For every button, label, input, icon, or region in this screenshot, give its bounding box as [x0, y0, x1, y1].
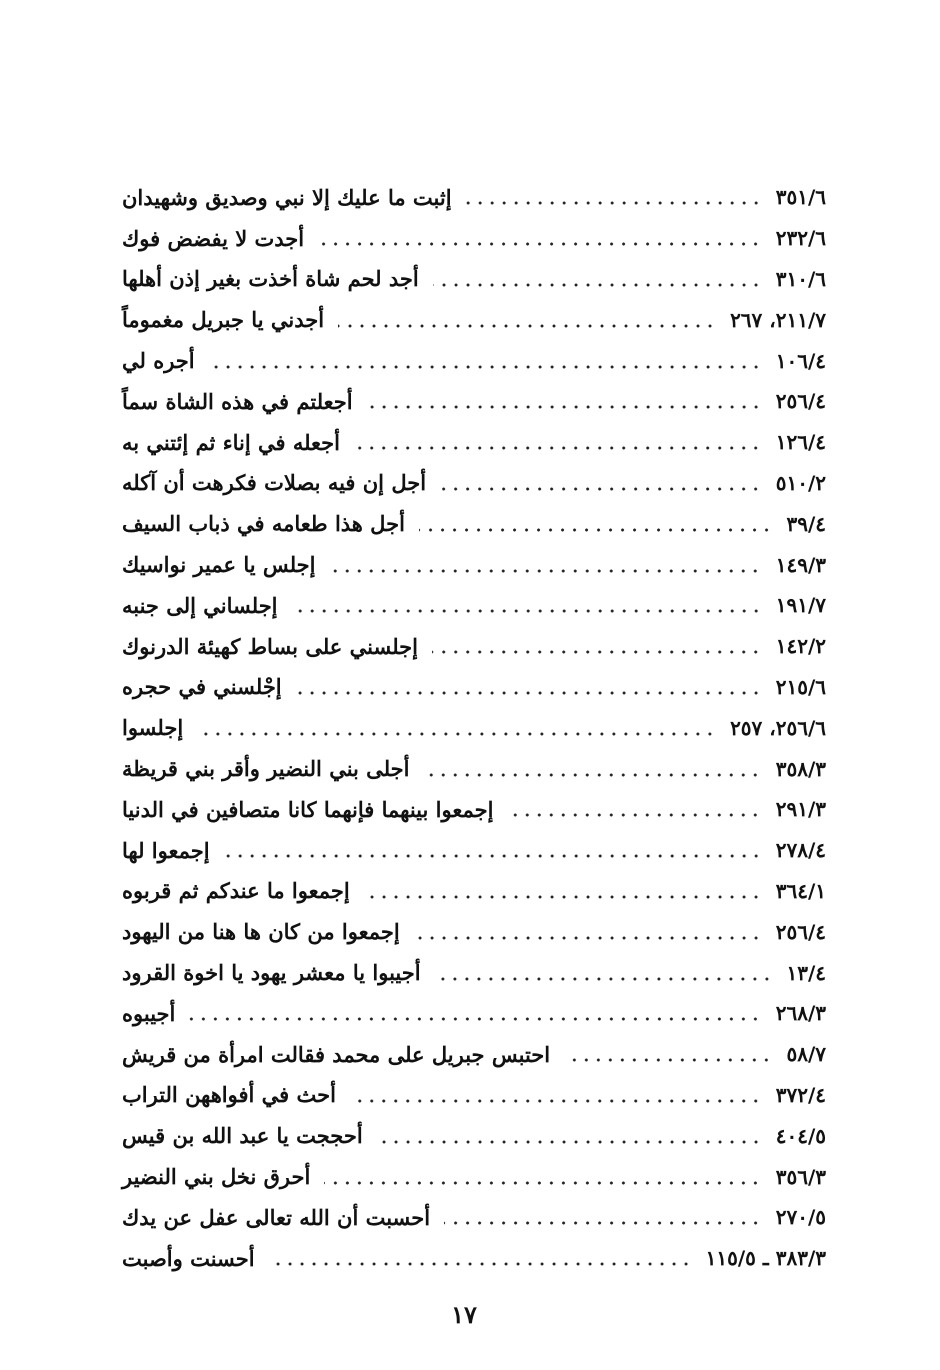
entry-reference: ٢١٥/٦: [775, 674, 826, 699]
entry-text: احتبس جبريل على محمد فقالت امرأة من قريش: [122, 1041, 551, 1067]
index-entry: [122, 1238, 826, 1279]
index-entry: [122, 952, 826, 993]
dot-leader: [296, 691, 762, 695]
index-entry: [122, 1034, 826, 1075]
dot-leader: [433, 283, 762, 287]
entry-reference: ٥٨/٧: [786, 1042, 826, 1067]
index-entry: [122, 299, 826, 340]
entry-reference: ٢٩١/٣: [775, 797, 826, 822]
index-entry: [122, 1197, 826, 1238]
index-entry: [122, 830, 826, 871]
entry-reference: ٣٦٤/١: [775, 878, 826, 903]
entry-text: إثبت ما عليك إلا نبي وصديق وشهيدان: [122, 184, 452, 210]
dot-leader: [318, 242, 762, 246]
index-entry: [122, 381, 826, 422]
entry-text: إجمعوا من كان ها هنا من اليهود: [122, 919, 400, 945]
entry-reference: ١٠٦/٤: [775, 348, 826, 373]
entry-reference: ٣٨٣/٣ ـ ١١٥/٥: [705, 1246, 826, 1271]
entry-reference: ٣٧٢/٤: [775, 1082, 826, 1107]
entry-text: أجيبوه: [122, 1000, 176, 1026]
dot-leader: [466, 201, 762, 205]
dot-leader: [189, 1017, 761, 1021]
index-entry: [122, 463, 826, 504]
dot-leader: [354, 446, 762, 450]
entry-reference: ٢٧٨/٤: [775, 838, 826, 863]
index-entry: [122, 340, 826, 381]
entry-reference: ١٢٦/٤: [775, 430, 826, 455]
entry-text: أجدت لا يفضض فوك: [122, 225, 305, 251]
dot-leader: [435, 977, 773, 981]
entry-text: أجعلتم في هذه الشاة سماً: [122, 388, 353, 414]
entry-text: إجلس يا عمير نواسيك: [122, 552, 316, 578]
entry-text: أجد لحم شاة أخذت بغير إذن أهلها: [122, 266, 419, 292]
dot-leader: [414, 936, 762, 940]
index-entry: [122, 911, 826, 952]
index-entry: [122, 585, 826, 626]
entry-text: أجيبوا يا معشر يهود يا اخوة القرود: [122, 960, 421, 986]
dot-leader: [329, 569, 761, 573]
entry-text: إجمعوا لها: [122, 837, 210, 863]
index-entry: [122, 667, 826, 708]
dot-leader: [364, 895, 762, 899]
entry-text: أحججت يا عبد الله بن قيس: [122, 1123, 363, 1149]
index-entry: [122, 422, 826, 463]
entry-text: أجدني يا جبريل مغموماً: [122, 307, 325, 333]
index-entry: [122, 789, 826, 830]
entry-text: إجمعوا ما عندكم ثم قربوه: [122, 878, 350, 904]
index-list: [122, 177, 826, 1279]
entry-reference: ٤٠٤/٥: [775, 1123, 826, 1148]
index-entry: [122, 626, 826, 667]
entry-reference: ٢٦٨/٣: [775, 1001, 826, 1026]
page-number: ١٧: [451, 1300, 477, 1329]
dot-leader: [269, 1262, 692, 1266]
index-entry: [122, 993, 826, 1034]
dot-leader: [507, 813, 761, 817]
entry-reference: ٢٥٦/٦، ٢٥٧: [730, 715, 826, 740]
entry-reference: ٣١٠/٦: [775, 266, 826, 291]
index-entry: [122, 218, 826, 259]
dot-leader: [197, 732, 716, 736]
entry-reference: ٢٥٦/٤: [775, 389, 826, 414]
dot-leader: [423, 773, 761, 777]
entry-text: أحث في أفواههن التراب: [122, 1082, 336, 1108]
index-entry: [122, 707, 826, 748]
entry-reference: ٣٥١/٦: [775, 185, 826, 210]
entry-reference: ١٤٢/٢: [775, 634, 826, 659]
entry-reference: ٥١٠/٢: [775, 470, 826, 495]
dot-leader: [292, 609, 762, 613]
entry-text: إجلسوا: [122, 715, 184, 741]
dot-leader: [432, 650, 762, 654]
entry-text: أحرق نخل بني النضير: [122, 1164, 311, 1190]
dot-leader: [444, 1221, 762, 1225]
entry-reference: ٣٩/٤: [786, 511, 826, 536]
entry-reference: ٢٥٦/٤: [775, 919, 826, 944]
dot-leader: [377, 1140, 762, 1144]
entry-text: إجْلسني في حجره: [122, 674, 282, 700]
index-entry: [122, 503, 826, 544]
entry-text: أجعله في إناء ثم إئتني به: [122, 429, 340, 455]
entry-text: أحسبت أن الله تعالى عفل عن يدك: [122, 1204, 431, 1230]
entry-reference: ٢٧٠/٥: [775, 1205, 826, 1230]
entry-reference: ١٤٩/٣: [775, 552, 826, 577]
dot-leader: [209, 365, 762, 369]
entry-text: أجل هذا طعامه في ذباب السيف: [122, 511, 405, 537]
entry-reference: ٣٥٨/٣: [775, 756, 826, 781]
index-entry: [122, 748, 826, 789]
entry-reference: ٢٣٢/٦: [775, 226, 826, 251]
index-entry: [122, 1156, 826, 1197]
dot-leader: [440, 487, 762, 491]
dot-leader: [324, 1181, 761, 1185]
entry-text: إجمعوا بينهما فإنهما كانا متصافين في الدنيا: [122, 796, 494, 822]
dot-leader: [350, 1099, 762, 1103]
index-entry: [122, 544, 826, 585]
dot-leader: [419, 528, 773, 532]
dot-leader: [564, 1058, 772, 1062]
entry-reference: ١٣/٤: [786, 960, 826, 985]
dot-leader: [338, 324, 716, 328]
entry-reference: ١٩١/٧: [775, 593, 826, 618]
index-entry: [122, 177, 826, 218]
entry-text: إجلساني إلى جنبه: [122, 592, 278, 618]
entry-reference: ٣٥٦/٣: [775, 1164, 826, 1189]
index-entry: [122, 259, 826, 300]
index-entry: [122, 871, 826, 912]
entry-text: أحسنت وأصبت: [122, 1245, 255, 1271]
entry-text: إجلسني على بساط كهيئة الدرنوك: [122, 633, 418, 659]
dot-leader: [367, 405, 762, 409]
entry-text: أجل إن فيه بصلات فكرهت أن آكله: [122, 470, 427, 496]
index-entry: [122, 1075, 826, 1116]
entry-text: أجره لي: [122, 348, 195, 374]
entry-reference: ٢١١/٧، ٢٦٧: [730, 307, 826, 332]
dot-leader: [224, 854, 762, 858]
entry-text: أجلى بني النضير وأقر بني قريظة: [122, 756, 410, 782]
index-entry: [122, 1115, 826, 1156]
